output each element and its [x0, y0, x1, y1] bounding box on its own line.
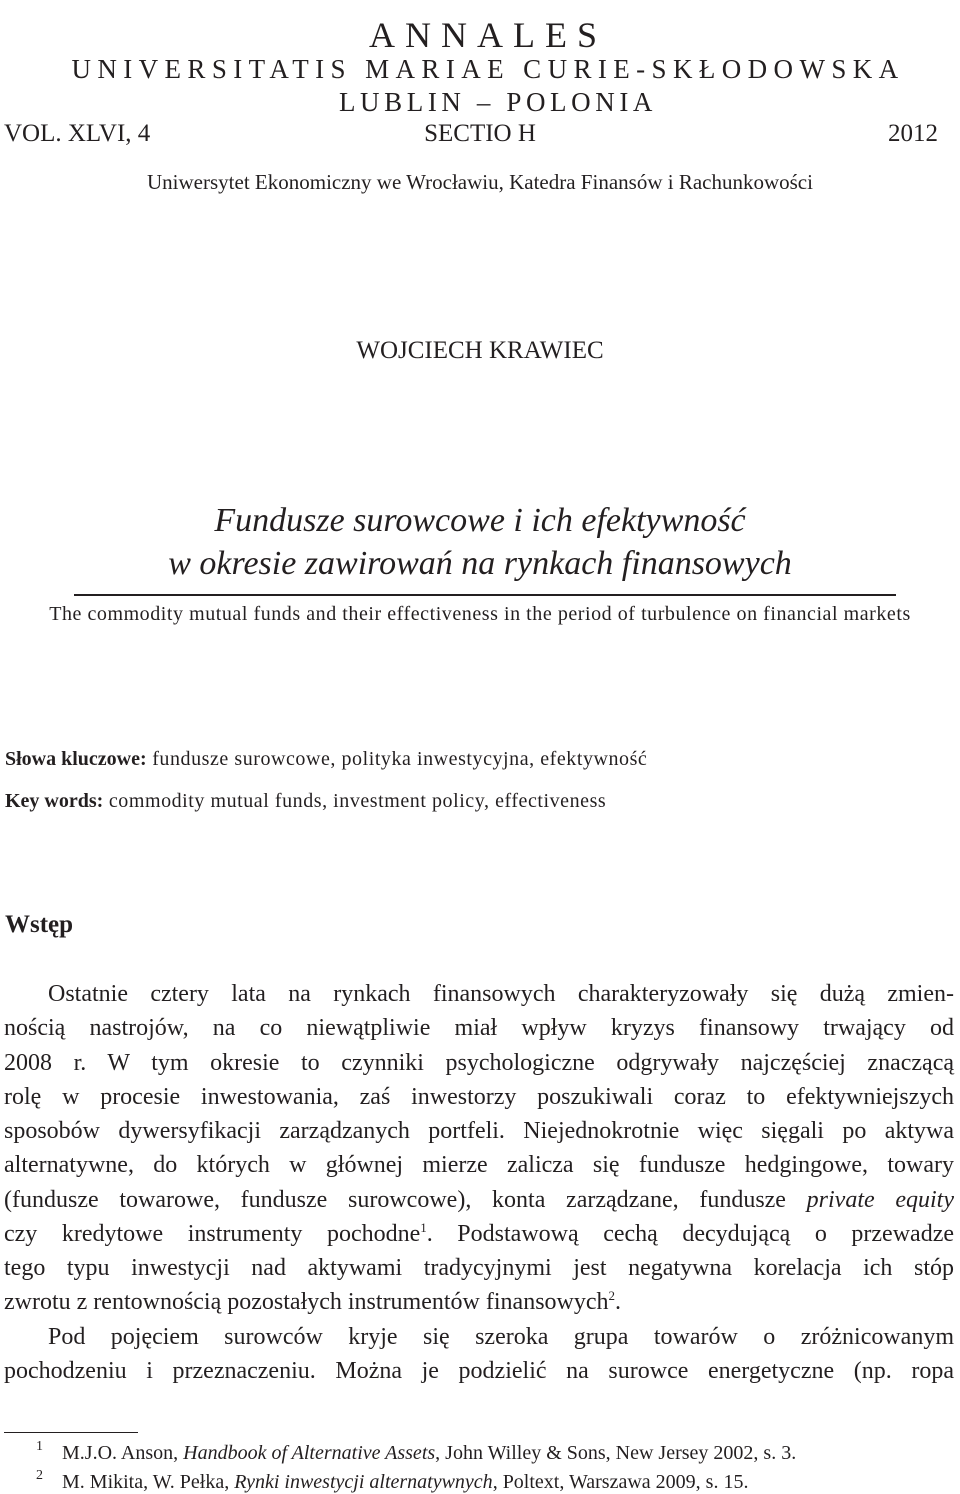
- keywords-english: [5, 790, 606, 813]
- author-affiliation: Uniwersytet Ekonomiczny we Wrocławiu, Katedra Finansów i Rachunkowości: [147, 170, 813, 194]
- body-line: [4, 1217, 954, 1251]
- footnote: [36, 1468, 749, 1494]
- footnote-ref[interactable]: 2: [608, 1288, 616, 1303]
- body-text: . Podstawową cechą decydującą o przewadze: [426, 1221, 955, 1247]
- footnote-number: 2: [36, 1468, 43, 1483]
- body-line: pochodzeniu i przeznaczeniu. Można je podzielić na surowce energetyczne (np. ropa: [4, 1358, 954, 1384]
- footnote-number: 1: [36, 1439, 43, 1454]
- body-line: tego typu inwestycji nad aktywami tradycyjnymi jest negatywna korelacja ich stóp: [4, 1255, 954, 1281]
- keywords-english-label: Key words:: [5, 790, 104, 812]
- body-italic-term: private equity: [806, 1187, 955, 1213]
- footnote-text: , John Willey & Sons, New Jersey 2002, s. 3.: [435, 1442, 797, 1464]
- city-line: LUBLIN – POLONIA: [338, 87, 658, 117]
- footnote-book-title: Rynki inwestycji alternatywnych: [234, 1471, 493, 1493]
- body-text: zwrotu z rentownością pozostałych instrumentów finansowych: [4, 1289, 609, 1315]
- publication-year: 2012: [888, 120, 938, 147]
- title-divider: [74, 594, 896, 596]
- keywords-polish: [5, 748, 647, 771]
- body-text: czy kredytowe instrumenty pochodne: [4, 1221, 421, 1247]
- section-label: SECTIO H: [424, 120, 536, 147]
- article-title-line-1: Fundusze surowcowe i ich efektywność: [214, 502, 746, 539]
- body-text: .: [615, 1289, 622, 1315]
- university-name: UNIVERSITATIS MARIAE CURIE-SKŁODOWSKA: [71, 54, 905, 84]
- body-line: [4, 1285, 954, 1319]
- footnote-divider: [4, 1432, 138, 1433]
- footnote-text: M. Mikita, W. Pełka,: [62, 1471, 235, 1493]
- keywords-polish-label: Słowa kluczowe:: [5, 748, 147, 770]
- body-text: (fundusze towarowe, fundusze surowcowe), konta zarządzane, fundusze: [4, 1187, 807, 1213]
- article-title-line-2: w okresie zawirowań na rynkach finansowych: [168, 545, 792, 582]
- volume-number: VOL. XLVI, 4: [4, 120, 151, 147]
- body-line: sposobów dywersyfikacji zarządzanych portfeli. Niejednokrotnie więc sięgali po aktywa: [4, 1118, 954, 1144]
- body-line: Pod pojęciem surowców kryje się szeroka grupa towarów o zróżnicowanym: [48, 1324, 954, 1350]
- body-line: 2008 r. W tym okresie to czynniki psychologiczne odgrywały najczęściej znaczącą: [4, 1050, 954, 1076]
- footnote-text: , Poltext, Warszawa 2009, s. 15.: [492, 1471, 749, 1493]
- body-line: rolę w procesie inwestowania, zaś inwestorzy poszukiwali coraz to efektywniejszych: [4, 1084, 954, 1110]
- keywords-polish-text: fundusze surowcowe, polityka inwestycyjna, efektywność: [146, 748, 648, 770]
- body-line: [4, 1183, 954, 1217]
- footnote-book-title: Handbook of Alternative Assets: [183, 1442, 436, 1464]
- footnote: [36, 1439, 797, 1465]
- section-heading: Wstęp: [5, 911, 74, 938]
- footnote-ref[interactable]: 1: [420, 1220, 427, 1235]
- footnote-text: M.J.O. Anson,: [62, 1442, 184, 1464]
- body-line: nością nastrojów, na co niewątpliwie miał wpływ kryzys finansowy trwający od: [4, 1015, 954, 1041]
- author-name: WOJCIECH KRAWIEC: [356, 337, 604, 364]
- body-line: alternatywne, do których w głównej mierze zalicza się fundusze hedgingowe, towary: [4, 1152, 954, 1178]
- english-title: The commodity mutual funds and their effectiveness in the period of turbulence on financial markets: [49, 603, 911, 625]
- body-line: Ostatnie cztery lata na rynkach finansowych charakteryzowały się dużą zmien-: [48, 981, 954, 1007]
- journal-name: ANNALES: [369, 15, 607, 55]
- keywords-english-text: commodity mutual funds, investment policy, effectiveness: [103, 790, 607, 812]
